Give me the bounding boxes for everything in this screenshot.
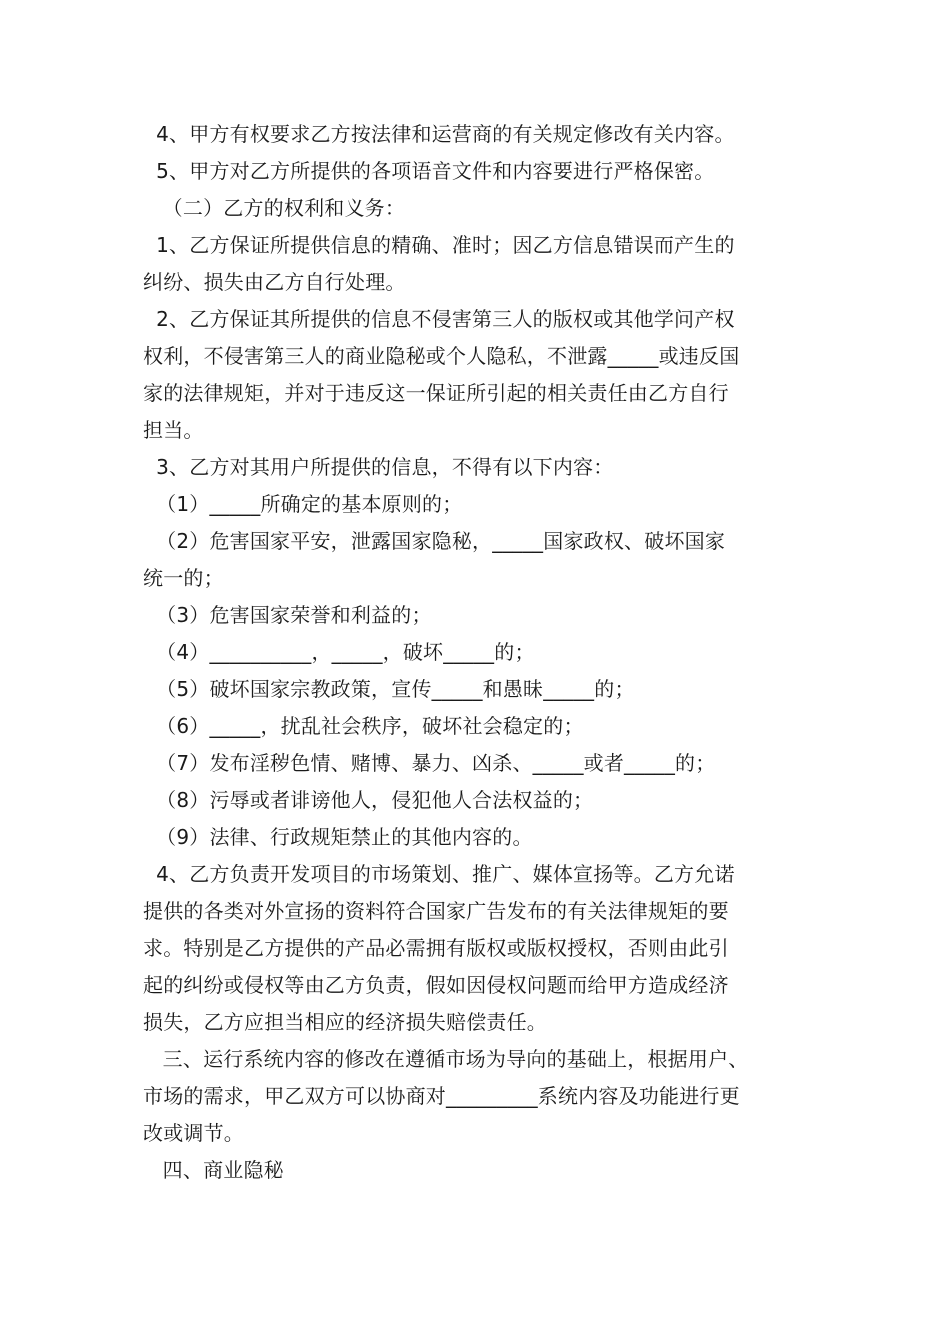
list-item-1: （1）_____所确定的基本原则的； [143, 492, 463, 516]
clause-b-3: 3、乙方对其用户所提供的信息，不得有以下内容： [143, 455, 614, 479]
section-three-line-2: 市场的需求，甲乙双方可以协商对_________系统内容及功能进行更 [143, 1084, 740, 1108]
list-item-9: （9）法律、行政规矩禁止的其他内容的。 [143, 825, 533, 849]
clause-b-1-line-1: 1、乙方保证所提供信息的精确、准时；因乙方信息错误而产生的 [143, 233, 735, 257]
list-item-7: （7）发布淫秽色情、赌博、暴力、凶杀、_____或者_____的； [143, 751, 716, 775]
section-three-line-3: 改或调节。 [143, 1121, 244, 1145]
clause-b-2-line-1: 2、乙方保证其所提供的信息不侵害第三人的版权或其他学问产权 [143, 307, 735, 331]
list-item-5: （5）破坏国家宗教政策，宣传_____和愚昧_____的； [143, 677, 635, 701]
clause-a-5: 5、甲方对乙方所提供的各项语音文件和内容要进行严格保密。 [143, 159, 715, 183]
section-three-line-1: 三、运行系统内容的修改在遵循市场为导向的基础上，根据用户、 [143, 1047, 749, 1071]
clause-b-2-line-3: 家的法律规矩，并对于违反这一保证所引起的相关责任由乙方自行 [143, 381, 729, 405]
list-item-6: （6）_____，扰乱社会秩序，破坏社会稳定的； [143, 714, 584, 738]
clause-b-4-line-2: 提供的各类对外宣扬的资料符合国家广告发布的有关法律规矩的要 [143, 899, 729, 923]
section-heading-party-b: （二）乙方的权利和义务： [143, 196, 406, 220]
list-item-2-line-1: （2）危害国家平安，泄露国家隐秘，_____国家政权、破坏国家 [143, 529, 726, 553]
list-item-4: （4）__________，_____，破坏_____的； [143, 640, 535, 664]
clause-b-4-line-5: 损失，乙方应担当相应的经济损失赔偿责任。 [143, 1010, 547, 1034]
clause-a-4: 4、甲方有权要求乙方按法律和运营商的有关规定修改有关内容。 [143, 122, 735, 146]
document-page [143, 116, 813, 1189]
clause-b-2-line-2: 权利，不侵害第三人的商业隐秘或个人隐私，不泄露_____或违反国 [143, 344, 740, 368]
clause-b-1-line-2: 纠纷、损失由乙方自行处理。 [143, 270, 406, 294]
list-item-3: （3）危害国家荣誉和利益的； [143, 603, 432, 627]
clause-b-2-line-4: 担当。 [143, 418, 204, 442]
clause-b-4-line-4: 起的纠纷或侵权等由乙方负责，假如因侵权问题而给甲方造成经济 [143, 973, 729, 997]
section-four-heading: 四、商业隐秘 [143, 1158, 284, 1182]
clause-b-4-line-1: 4、乙方负责开发项目的市场策划、推广、媒体宣扬等。乙方允诺 [143, 862, 735, 886]
list-item-2-line-2: 统一的； [143, 566, 224, 590]
list-item-8: （8）污辱或者诽谤他人，侵犯他人合法权益的； [143, 788, 594, 812]
clause-b-4-line-3: 求。特别是乙方提供的产品必需拥有版权或版权授权，否则由此引 [143, 936, 729, 960]
